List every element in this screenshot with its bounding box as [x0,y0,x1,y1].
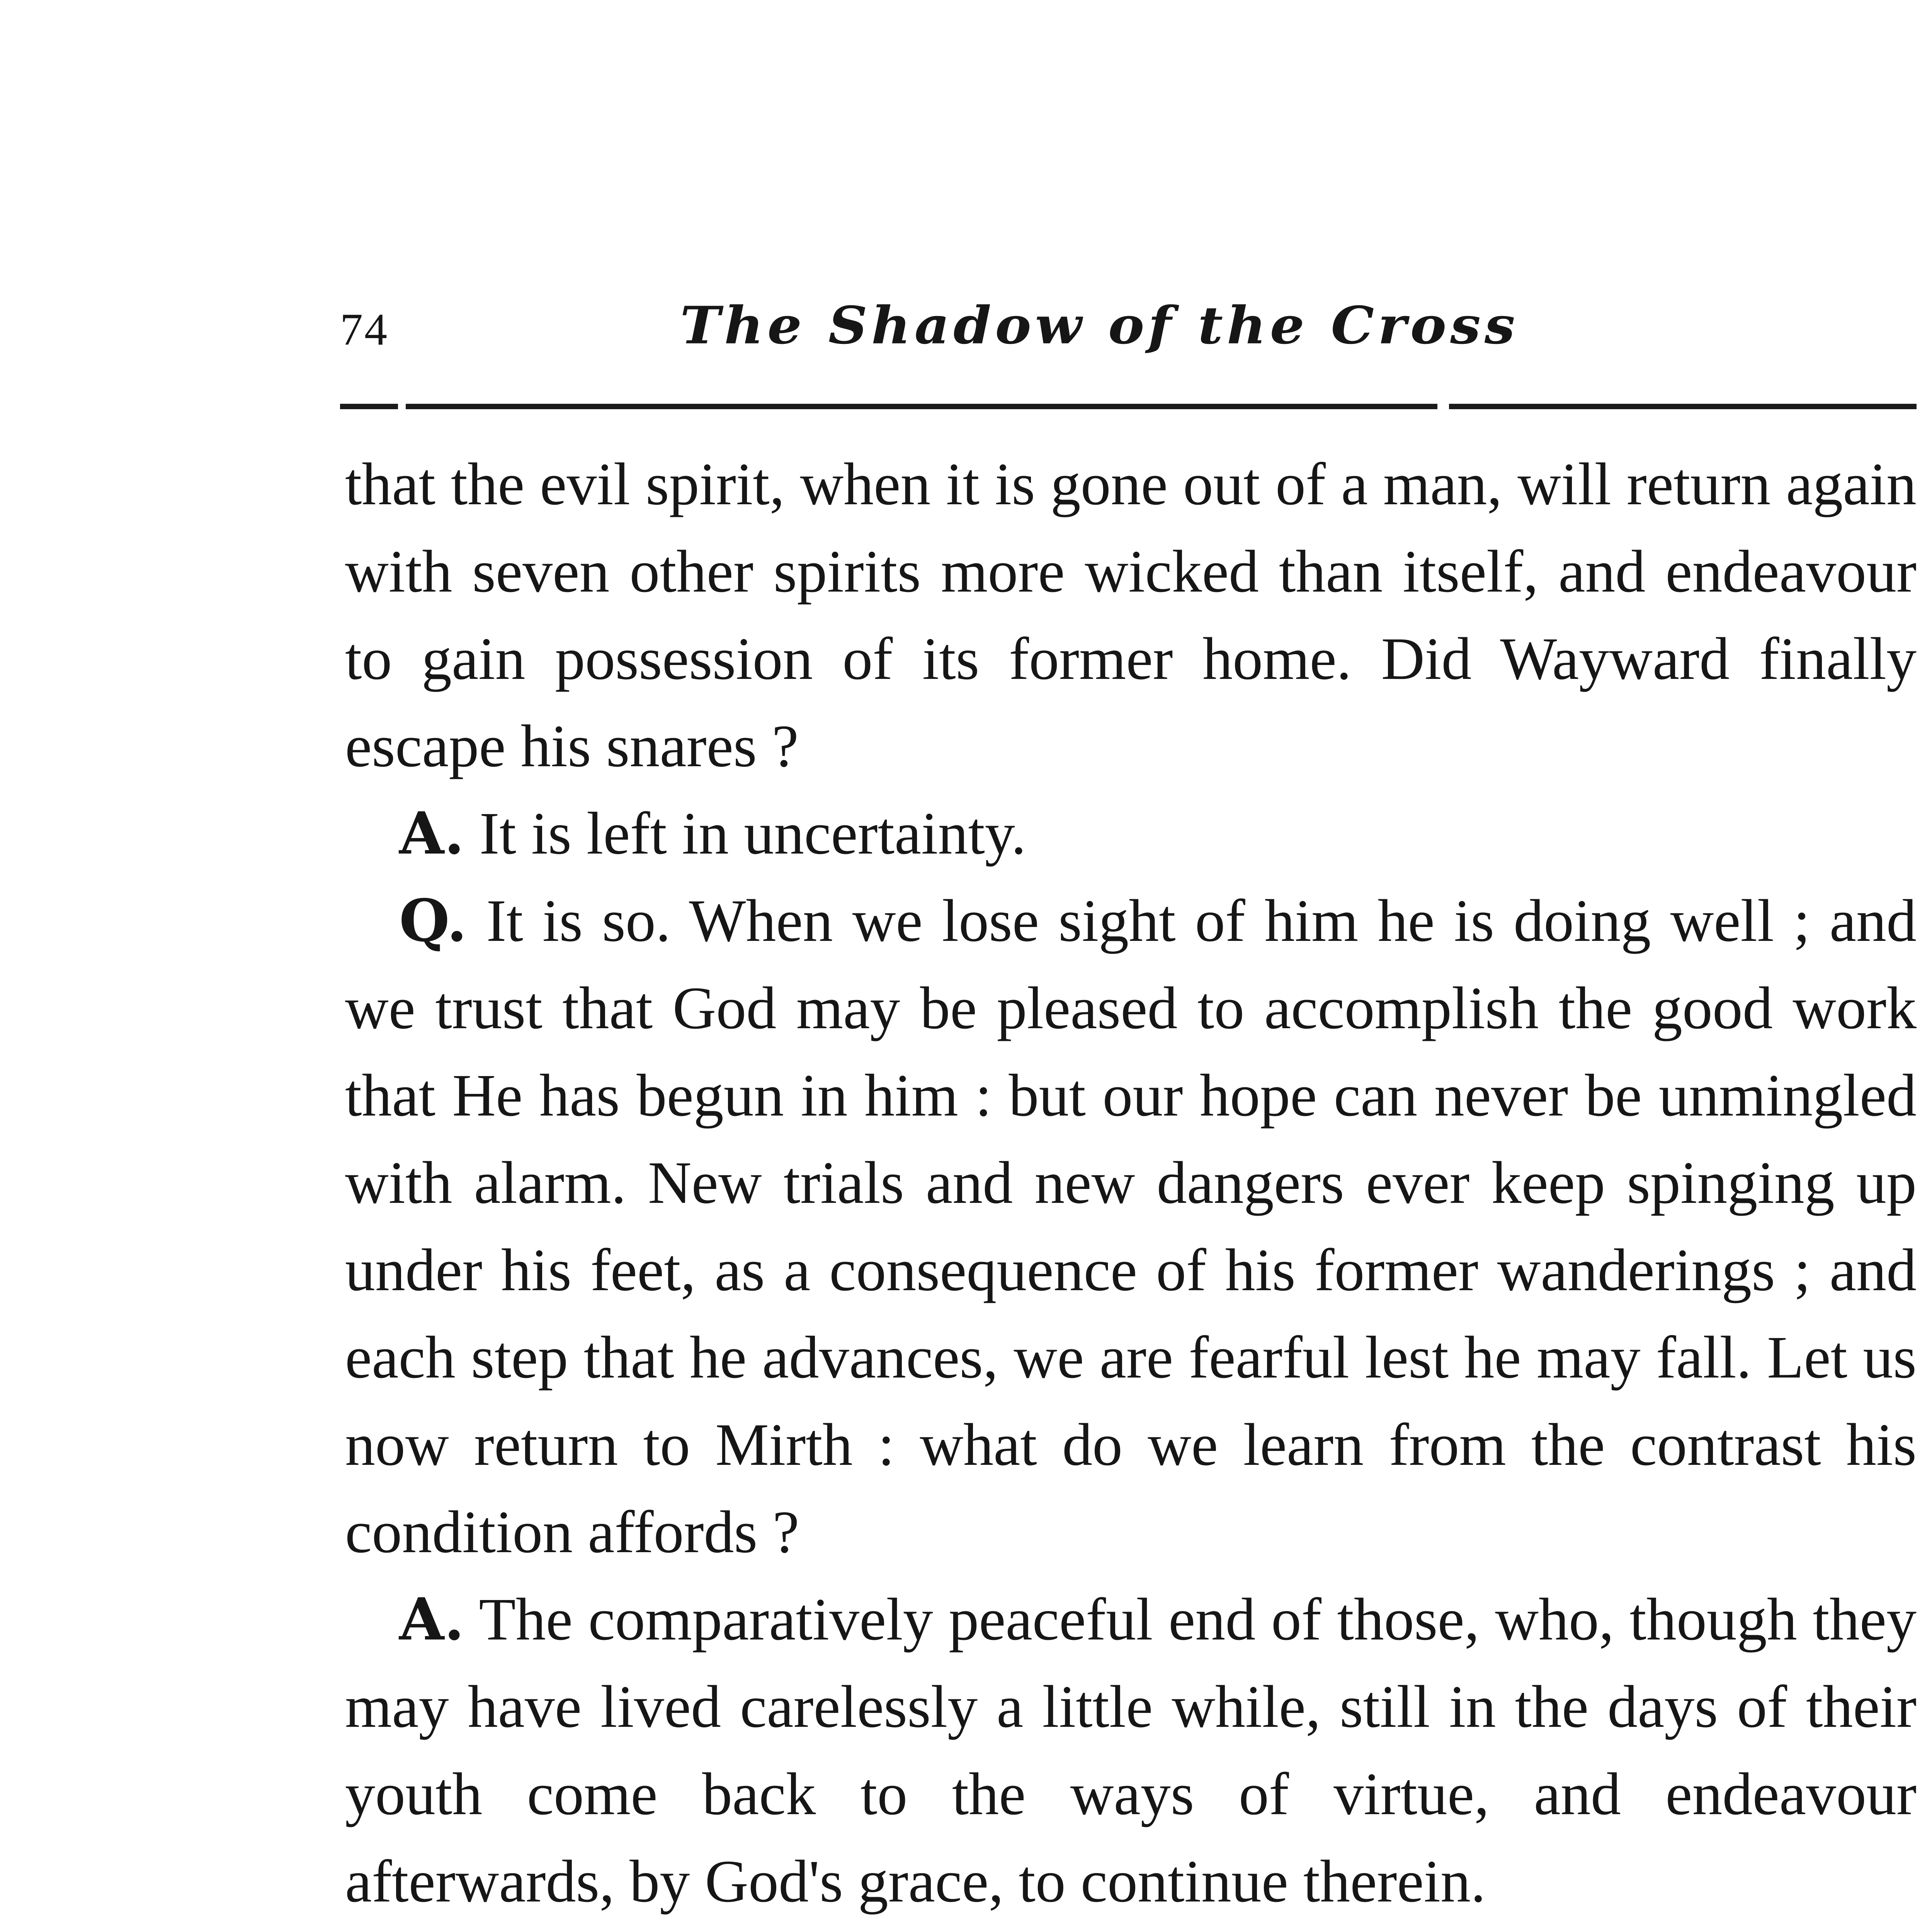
header-rule-segment-1 [340,404,398,409]
paragraph-text: that the evil spirit, when it is gone out of a man, will return again with seven other spirits more wicked than itself, and endeavour to gain possession of its former home. Did Wayward finally escape his snares ? [345,451,1917,779]
paragraph-text: The comparatively peaceful end of those, who, though they may have lived carelessly a little while, still in the days of their youth come back to the ways of virtue, and endeavour afterwards, by God's grace, to continue therein. [345,1586,1917,1915]
header-rule [340,404,1917,410]
paragraph-5 [345,1925,1917,1932]
header-rule-segment-2 [406,404,1437,409]
page-header [340,296,1917,373]
speaker-answer-marker: A. [399,1585,464,1653]
paragraph-3 [345,877,1917,1576]
paragraph-text: It is left in uncertainty. [479,800,1026,867]
running-head: The Shadow of the Cross [680,296,1519,356]
body-text [345,440,1917,1932]
paragraph-4 [345,1576,1917,1925]
paragraph-text: It is so. When we lose sight of him he is doing well ; and we trust that God may be pleased to accomplish the good work that He has begun in him : but our hope can never be unmingled with alarm. New trials and new dangers ever keep spinging up under his feet, as a consequence of his former wanderings ; and each step that he advances, we are fearful lest he may fall. Let us now return to Mirth : what do we learn from the contrast his condition affords ? [345,887,1917,1565]
paragraph-2 [345,790,1917,877]
speaker-answer-marker: A. [399,799,464,867]
header-rule-segment-3 [1449,404,1917,409]
paragraph-1 [345,440,1917,790]
speaker-question-marker: Q. [399,887,467,955]
page-number: 74 [340,304,389,355]
